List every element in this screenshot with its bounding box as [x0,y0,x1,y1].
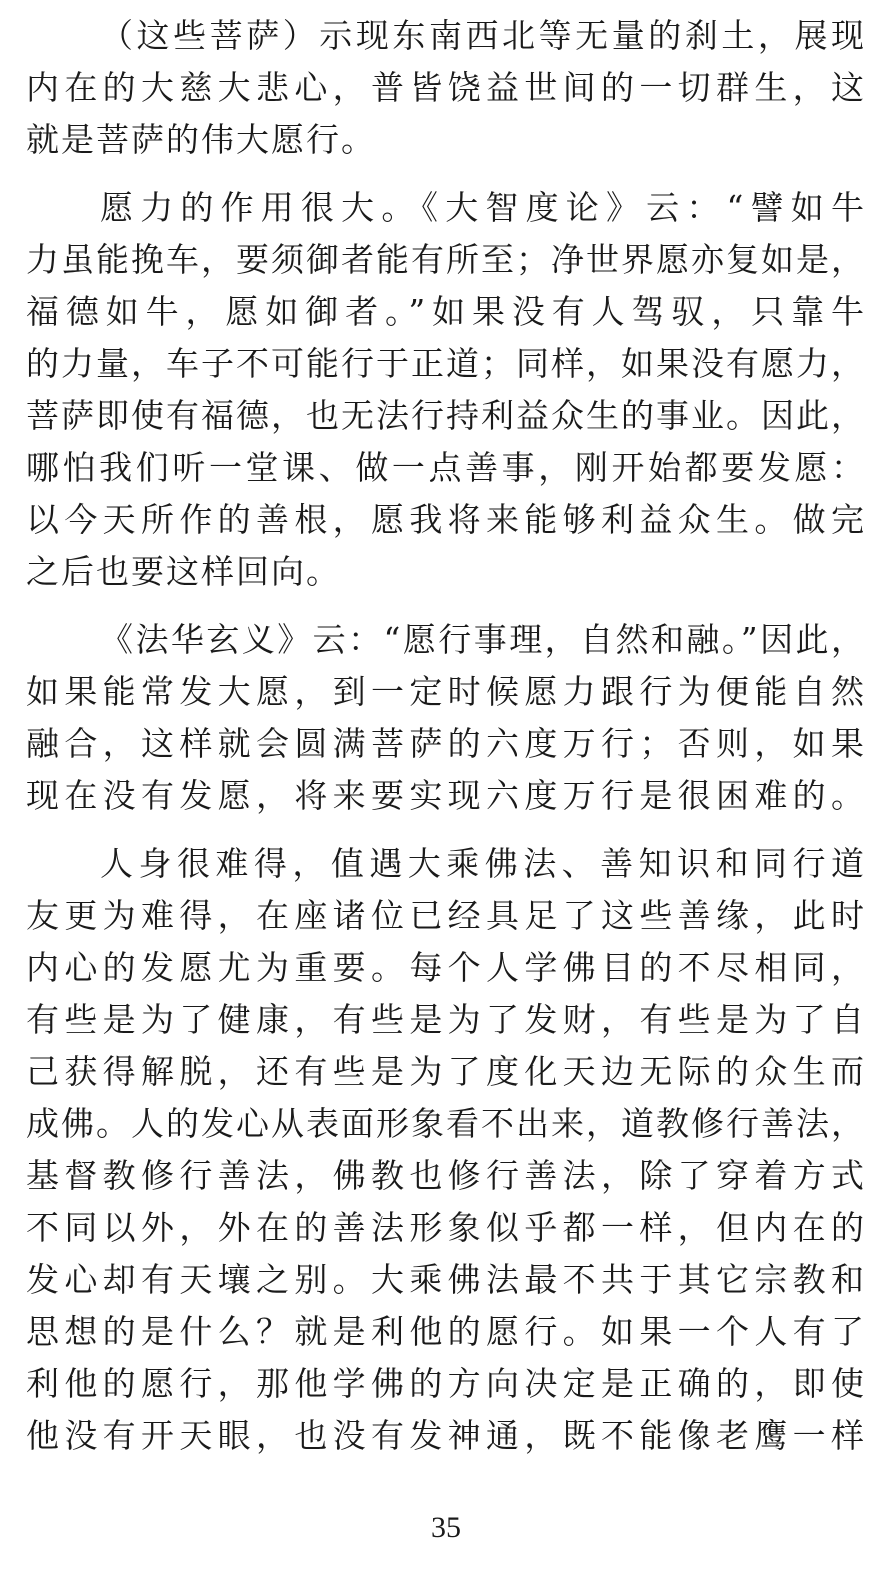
text-line: 愿力的作用很大。《大智度论》云：“譬如牛 [100,188,866,227]
paragraph-1 [26,10,866,166]
text-line: 如果能常发大愿，到一定时候愿力跟行为便能自然 [26,672,866,711]
text-line: 力虽能挽车，要须御者能有所至；净世界愿亦复如是， [26,240,866,279]
text-line: 有些是为了健康，有些是为了发财，有些是为了自 [26,1000,866,1039]
text-line: 现在没有发愿，将来要实现六度万行是很困难的。 [26,776,866,815]
paragraph-3 [26,614,866,822]
text-line: 他没有开天眼，也没有发神通，既不能像老鹰一样 [26,1416,866,1455]
text-line: 利他的愿行，那他学佛的方向决定是正确的，即使 [26,1364,866,1403]
text-line: 之后也要这样回向。 [26,552,341,591]
text-line: 就是菩萨的伟大愿行。 [26,120,376,159]
text-line: 思想的是什么？就是利他的愿行。如果一个人有了 [26,1312,866,1351]
text-line: 菩萨即使有福德，也无法行持利益众生的事业。因此， [26,396,866,435]
text-line: 发心却有天壤之别。大乘佛法最不共于其它宗教和 [26,1260,866,1299]
text-line: 成佛。人的发心从表面形象看不出来，道教修行善法， [26,1104,866,1143]
text-line: 融合，这样就会圆满菩萨的六度万行；否则，如果 [26,724,866,763]
paragraph-2 [26,182,866,598]
text-line: 基督教修行善法，佛教也修行善法，除了穿着方式 [26,1156,866,1195]
page-number: 35 [431,1511,461,1544]
text-line: 己获得解脱，还有些是为了度化天边无际的众生而 [26,1052,866,1091]
text-line: 人身很难得，值遇大乘佛法、善知识和同行道 [100,844,866,883]
text-line: （这些菩萨）示现东南西北等无量的刹土，展现 [100,16,866,55]
text-line: 福德如牛，愿如御者。”如果没有人驾驭，只靠牛 [26,292,866,331]
text-line: 的力量，车子不可能行于正道；同样，如果没有愿力， [26,344,866,383]
text-line: 友更为难得，在座诸位已经具足了这些善缘，此时 [26,896,866,935]
text-line: 不同以外，外在的善法形象似乎都一样，但内在的 [26,1208,866,1247]
text-line: 哪怕我们听一堂课、做一点善事，刚开始都要发愿： [26,448,866,487]
text-line: 内心的发愿尤为重要。每个人学佛目的不尽相同， [26,948,866,987]
text-line: 内在的大慈大悲心，普皆饶益世间的一切群生，这 [26,68,866,107]
paragraph-4 [26,838,866,1462]
text-line: 以今天所作的善根，愿我将来能够利益众生。做完 [26,500,866,539]
text-line: 《法华玄义》云：“愿行事理，自然和融。”因此， [100,620,866,659]
